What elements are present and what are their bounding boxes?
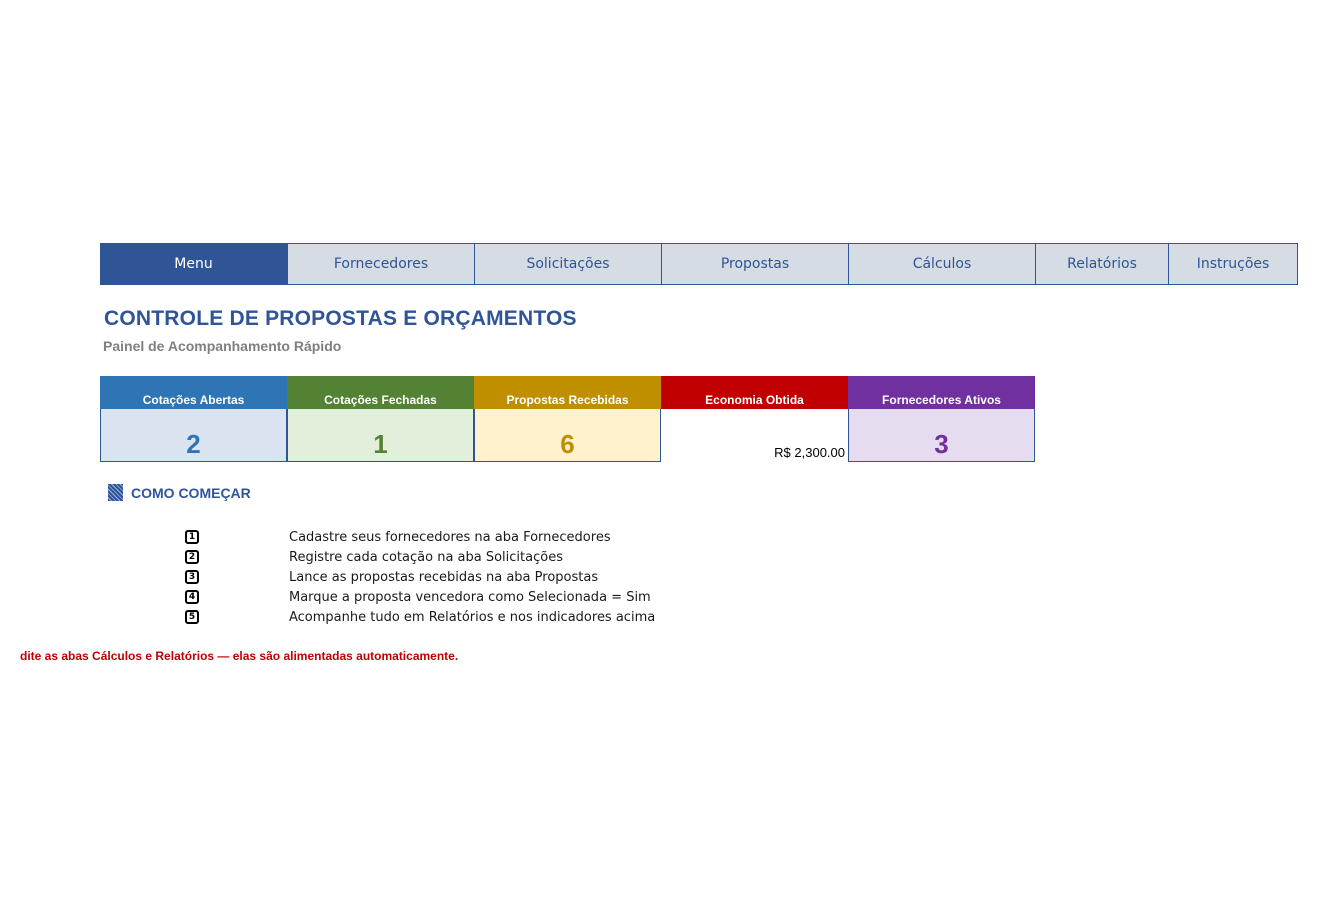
tab-relatorios[interactable]: Relatórios [1036, 244, 1169, 284]
warning-note: dite as abas Cálculos e Relatórios — elas são alimentadas automaticamente. [20, 649, 459, 663]
kpi-value: 1 [287, 409, 474, 462]
list-item [185, 527, 655, 547]
page-title: CONTROLE DE PROPOSTAS E ORÇAMENTOS [104, 307, 577, 330]
kpi-fornecedores-ativos [848, 376, 1035, 462]
number-five-icon: 5 [185, 610, 199, 624]
step-text: Registre cada cotação na aba Solicitações [289, 549, 563, 565]
nav-tabs [100, 243, 1298, 285]
list-item [185, 547, 655, 567]
kpi-value: 3 [848, 409, 1035, 462]
number-one-icon: 1 [185, 530, 199, 544]
number-four-icon: 4 [185, 590, 199, 604]
kpi-label: Fornecedores Ativos [848, 376, 1035, 409]
list-item [185, 607, 655, 627]
step-text: Marque a proposta vencedora como Selecionada = Sim [289, 589, 651, 605]
section-como-comecar [108, 484, 251, 501]
tab-fornecedores[interactable]: Fornecedores [288, 244, 475, 284]
section-title: COMO COMEÇAR [131, 484, 251, 501]
page-subtitle: Painel de Acompanhamento Rápido [103, 338, 342, 354]
tab-menu[interactable]: Menu [100, 244, 288, 284]
tab-calculos[interactable]: Cálculos [849, 244, 1036, 284]
number-two-icon: 2 [185, 550, 199, 564]
kpi-value: R$ 2,300.00 [661, 409, 848, 462]
list-item [185, 567, 655, 587]
kpi-propostas-recebidas [474, 376, 661, 462]
step-text: Acompanhe tudo em Relatórios e nos indicadores acima [289, 609, 656, 625]
kpi-label: Cotações Abertas [100, 376, 287, 409]
tab-propostas[interactable]: Propostas [662, 244, 849, 284]
kpi-label: Propostas Recebidas [474, 376, 661, 409]
tab-solicitacoes[interactable]: Solicitações [475, 244, 662, 284]
step-text: Lance as propostas recebidas na aba Propostas [289, 569, 599, 585]
kpi-cotacoes-abertas [100, 376, 287, 462]
list-item [185, 587, 655, 607]
step-text: Cadastre seus fornecedores na aba Fornecedores [289, 529, 611, 545]
number-three-icon: 3 [185, 570, 199, 584]
steps-list [185, 527, 655, 627]
kpi-economia-obtida [661, 376, 848, 462]
kpi-label: Cotações Fechadas [287, 376, 474, 409]
kpi-row [100, 376, 1035, 462]
kpi-label: Economia Obtida [661, 376, 848, 409]
hatched-square-icon [108, 484, 123, 501]
kpi-cotacoes-fechadas [287, 376, 474, 462]
kpi-value: 2 [100, 409, 287, 462]
kpi-value: 6 [474, 409, 661, 462]
tab-instrucoes[interactable]: Instruções [1169, 244, 1298, 284]
